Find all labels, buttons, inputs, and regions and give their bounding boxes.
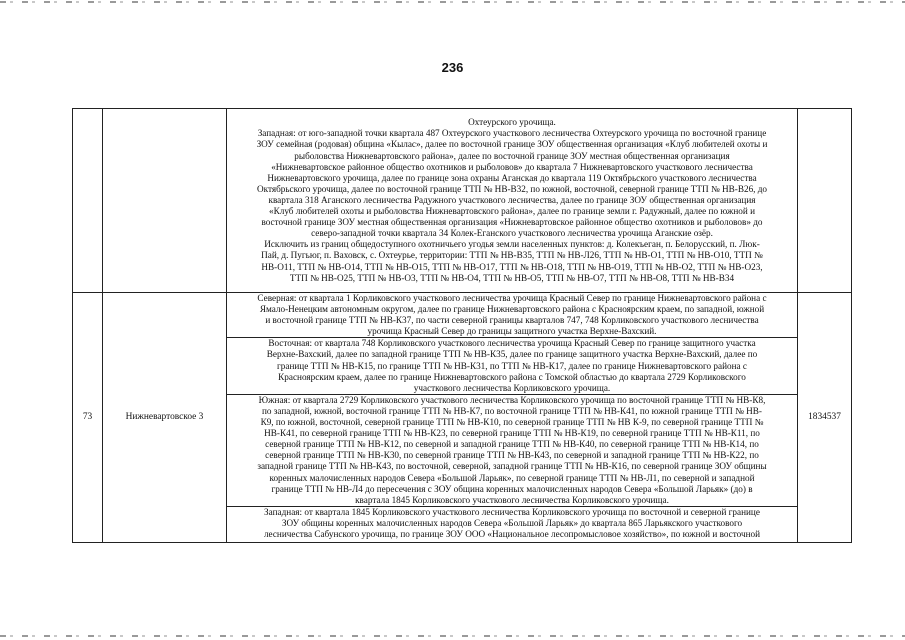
prev-line: НВ-О11, ТТП № НВ-О14, ТТП № НВ-О15, ТТП № НВ-О17, ТТП № НВ-О18, ТТП № НВ-О19, ТТП № НВ-О2, ТТП № НВ-О23, [261,261,763,272]
prev-line: восточной границе ЗОУ местная общественная организация «Нижневартовское районное общество охотников и рыболовов» до [261,217,763,228]
prev-line: ТТП № НВ-О25, ТТП № НВ-О3, ТТП № НВ-О4, ТТП № НВ-О5, ТТП № НВ-О7, ТТП № НВ-О8, ТТП № НВ-В34 [289,272,735,283]
south-line: северной границе ТТП № НВ-К30, по северной границе ТТП № НВ-К43, по северной и западной границе ТТП № НВ-К22, по [265,450,759,461]
west-boundary-text [227,507,797,540]
east-line: границе ТТП № НВ-К15, по границе ТТП № НВ-К31, по ТТП № НВ-К17, далее по границе Нижневартовского района с [277,360,747,371]
south-line: Южная: от квартала 2729 Корликовского участкового лесничества Корликовского урочища по восточной границе ТТП № НВ-К8, [258,394,766,405]
south-line: НВ-К41, по северной границе ТТП № НВ-К23, по северной границе ТТП № НВ-К19, по северной границе ТТП № НВ-К11, по [264,428,760,439]
area-value: 1834537 [798,293,852,543]
area-cell-empty [798,109,852,293]
table-row-73-north [73,293,852,338]
prev-line: «Нижневартовское районное общество охотников и рыболовов» до квартала 7 Нижневартовского участкового лесничества [271,161,753,172]
south-line: К9, по южной, восточной, северной границе ТТП № НВ-К10, по северной границе ТТП № НВ К-9, по северной границе ТТП № [260,417,764,428]
south-line: коренных малочисленных народов Севера «Большой Ларьяк», по северной границе ТТП № НВ-Л1, по северной и западной [269,472,755,483]
prev-line: «Клуб любителей охоты и рыболовства Нижневартовского района», далее по границе земли г. Радужный, далее по южной и [269,206,755,217]
north-boundary-cell [227,293,798,338]
prev-boundary-text [227,117,797,283]
prev-line: Нижневартовского урочища, далее по границе зона охраны Аганская до квартала 119 Октябрьского участкового лесничества [267,172,757,183]
prev-line: Западная: от юго-западной точки квартала 487 Охтеурского участкового лесничества Охтеурского урочища по восточной границе [257,128,767,139]
south-line: квартала 1845 Корликовского участкового лесничества Корликовского урочища. [355,494,669,505]
west-line: Западная: от квартала 1845 Корликовского участкового лесничества Корликовского урочища по восточной и северной границе [264,506,760,517]
prev-line: рыболовства Нижневартовского района», далее по восточной границе ЗОУ местная общественная организация [294,150,730,161]
north-boundary-text [227,293,797,337]
prev-line: Исключить из границ общедоступного охотничьего угодья земли населенных пунктов: д. Колекъеган, п. Белорусский, п. Люк- [264,239,760,250]
south-line: северной границе ТТП № НВ-К12, по северной и западной границе ТТП № НВ-К40, по северной границе ТТП № НВ-К14, по [265,439,759,450]
east-line: Красноярским краем, далее по границе Нижневартовского района с Томской областью до квартала 2729 Корликовского [278,371,746,382]
prev-line: Охтеурского урочища. [468,117,556,128]
east-boundary-cell [227,338,798,394]
south-boundary-text [227,395,797,506]
boundary-table [72,108,852,543]
page-number: 236 [441,60,464,75]
description-cell-prev [227,109,798,293]
prev-line: Пай, д. Пугьюг, п. Ваховск, с. Охтеурье, территории: ТТП № НВ-В35, ТТП № НВ-Л26, ТТП № НВ-О1, ТТП № НВ-О10, ТТП № [261,250,763,261]
north-line: урочища Красный Север до границы защитного участка Верхне-Вахский. [367,326,657,337]
west-line: лесничества Сабунского урочища, по границе ЗОУ ООО «Национальное лесопромысловое хозяйство», по южной и восточной [263,528,761,539]
prev-line: квартала 318 Аганского лесничества Радужного участкового лесничества, далее по границе ЗОУ общественная организация [268,194,756,205]
prev-line: северо-западной точки квартала 34 Колек-Еганского участкового лесничества урочища Аганские озёр. [311,228,713,239]
west-boundary-cell [227,506,798,542]
south-line: по западной, южной, восточной границе ТТП № НВ-К7, по восточной границе ТТП № НВ-К41, по южной границе ТТП № НВ- [262,405,762,416]
east-line: Верхне-Вахский, далее по западной границе ТТП № НВ-К35, далее по границе защитного участка Верхне-Вахский, далее по [266,349,758,360]
south-boundary-cell [227,394,798,506]
scan-edge-bottom [0,635,905,637]
name-cell-empty [103,109,227,293]
prev-line: ЗОУ семейная (родовая) община «Кылас», далее по восточной границе ЗОУ общественная организация «Клуб любителей охоты и [256,139,768,150]
south-line: западной границе ТТП № НВ-К43, по восточной, северной, западной границе ТТП № НВ-К16, по северной границе ЗОУ общины [257,461,767,472]
east-boundary-text [227,338,797,393]
east-line: участкового лесничества Корликовского урочища. [413,382,611,393]
north-line: и восточной границе ТТП № НВ-К37, по части северной границы кварталов 747, 748 Корликовского участкового лесничества [265,315,759,326]
prev-line: Октябрьского урочища, далее по восточной границе ТТП № НВ-В32, по южной, восточной, северной границе ТТП № НВ-В26, до [256,183,768,194]
row-number: 73 [73,293,103,543]
scan-edge-top [0,1,905,3]
hunting-ground-name: Нижневартовское 3 [103,293,227,543]
table-row-previous [73,109,852,293]
number-cell-empty [73,109,103,293]
north-line: Ямало-Ненецким автономным округом, далее по границе Нижневартовского района с Красноярским краем, по западной, южной [259,304,765,315]
north-line: Северная: от квартала 1 Корликовского участкового лесничества урочища Красный Север по границе Нижневартовского района с [257,293,767,303]
south-line: границе ТТП № НВ-Л4 до пересечения с ЗОУ община коренных малочисленных народов Севера «Большой Ларьяк» (до) в [271,483,753,494]
west-line: ЗОУ общины коренных малочисленных народов Севера «Большой Ларьяк» до квартала 865 Ларьякского участкового [281,517,743,528]
east-line: Восточная: от квартала 748 Корликовского участкового лесничества урочища Красный Север по границе защитного участка [268,338,756,349]
